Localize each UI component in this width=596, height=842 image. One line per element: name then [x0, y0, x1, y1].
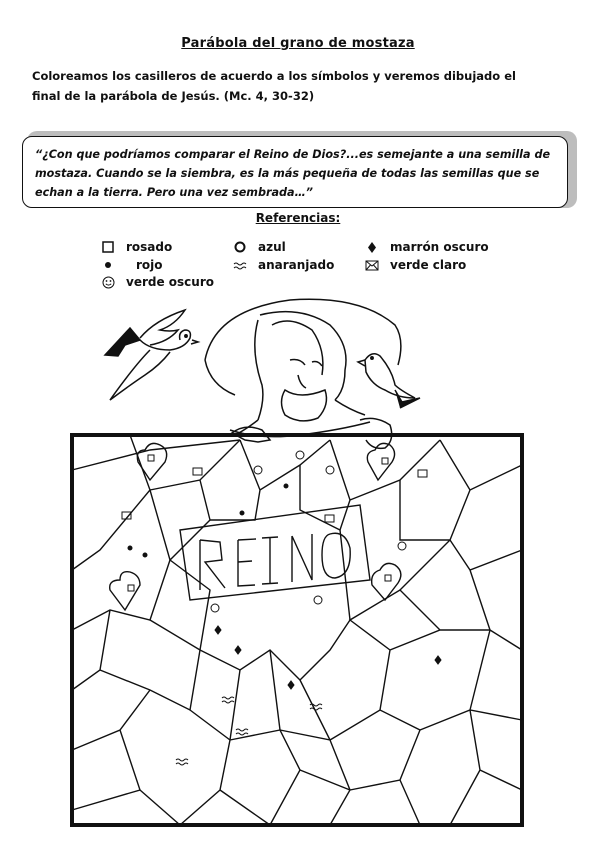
legend-item-verde-claro: [364, 258, 466, 272]
bird-left-illustration: [105, 310, 198, 400]
legend-label: rosado: [126, 240, 173, 254]
legend-item-azul: [232, 240, 286, 254]
diamond-icon: [364, 240, 380, 254]
dot-icon: [100, 258, 116, 272]
legend-label: marrón oscuro: [390, 240, 489, 254]
legend-item-verde-oscuro: [100, 275, 214, 289]
legend-item-anaranjado: [232, 258, 334, 272]
legend-item-rojo: [100, 258, 163, 272]
bird-right-illustration: [358, 354, 420, 408]
circle-icon: [232, 240, 248, 254]
coloring-drawing: [0, 290, 596, 830]
legend-label: azul: [258, 240, 286, 254]
references-legend: [0, 0, 596, 300]
square-icon: [100, 240, 116, 254]
waves-icon: [232, 258, 248, 272]
puzzle-symbols: [122, 451, 441, 765]
smiley-icon: [100, 275, 116, 289]
coloring-puzzle: [72, 435, 522, 825]
jesus-illustration: [205, 299, 401, 448]
legend-label: rojo: [136, 258, 163, 272]
legend-label: verde oscuro: [126, 275, 214, 289]
envelope-icon: [364, 258, 380, 272]
bible-quote: “¿Con que podríamos comparar el Reino de Dios?...es semejante a una semilla de mostaza. Cuando se la siembra, es la más pequeña de todas las semillas que se echan a la tierra. Pero una vez sembrada…”: [22, 136, 568, 208]
references-title: Referencias:: [255, 211, 341, 225]
instructions: Coloreamos los casilleros de acuerdo a los símbolos y veremos dibujado el final de la parábola de Jesús. (Mc. 4, 30-32): [32, 69, 516, 103]
legend-label: anaranjado: [258, 258, 335, 272]
legend-label: verde claro: [390, 258, 467, 272]
legend-item-rosado: [100, 240, 172, 254]
legend-item-marron-oscuro: [364, 240, 489, 254]
page-title: Parábola del grano de mostaza: [181, 36, 415, 51]
